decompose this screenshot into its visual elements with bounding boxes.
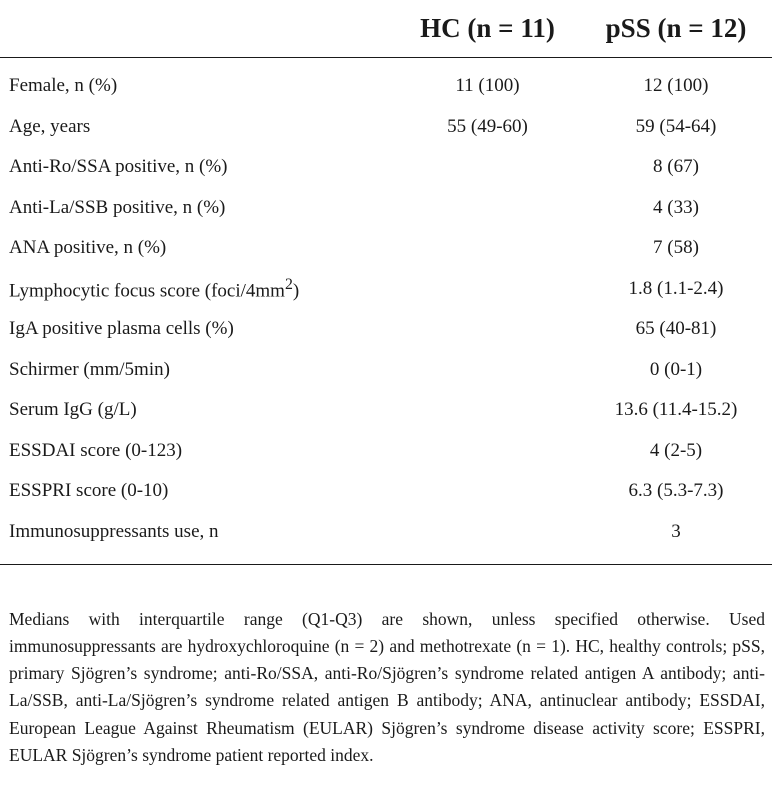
table-row	[0, 107, 772, 148]
row-hc-value: 11 (100)	[455, 75, 520, 97]
row-hc-value	[395, 269, 580, 310]
row-hc-value	[395, 147, 580, 188]
row-label: Immunosuppressants use, n	[0, 512, 395, 565]
table-row	[0, 147, 772, 188]
row-label: IgA positive plasma cells (%)	[9, 318, 234, 340]
row-hc-value	[395, 512, 580, 565]
row-pss-value: 7 (58)	[653, 237, 699, 259]
row-label-text: Lymphocytic focus score (foci/4mm	[9, 279, 285, 301]
row-label-suffix: )	[292, 279, 300, 301]
row-pss-value: 0 (0-1)	[649, 358, 703, 380]
table-row	[0, 431, 772, 472]
table-row	[0, 512, 772, 565]
row-hc-value	[395, 431, 580, 472]
row-label: ANA positive, n (%)	[9, 237, 167, 259]
header-row	[0, 0, 772, 58]
row-pss-value: 65 (40-81)	[635, 318, 717, 340]
row-pss-value: 13.6 (11.4-15.2)	[614, 399, 738, 421]
row-pss-value: 1.8 (1.1-2.4)	[628, 277, 724, 299]
table-row	[0, 350, 772, 391]
row-pss-value: 8 (67)	[653, 156, 699, 178]
row-hc-value	[395, 188, 580, 229]
table-row	[0, 390, 772, 431]
row-label: Anti-La/SSB positive, n (%)	[9, 196, 226, 218]
table-row	[0, 188, 772, 229]
header-label-cell	[0, 0, 395, 58]
table-row	[0, 58, 772, 107]
table-row	[0, 269, 772, 310]
row-pss-value: 4 (2-5)	[649, 439, 703, 461]
header-pss: pSS (n = 12)	[580, 0, 772, 58]
table-row	[0, 228, 772, 269]
table-header	[0, 0, 772, 58]
row-hc-value	[395, 309, 580, 350]
superscript: 2	[284, 275, 293, 293]
row-hc-value: 55 (49-60)	[447, 115, 528, 137]
row-label: Schirmer (mm/5min)	[9, 358, 170, 380]
row-label: Female, n (%)	[9, 75, 118, 97]
row-pss-value: 6.3 (5.3-7.3)	[628, 480, 724, 502]
row-label: ESSPRI score (0-10)	[9, 480, 169, 502]
row-pss-value: 12 (100)	[643, 75, 709, 97]
row-label: Age, years	[9, 115, 91, 137]
table-footnote: Medians with interquartile range (Q1-Q3) are shown, unless specified otherwise. Used immunosuppressants are hydroxychloroquine (n = 2) and methotrexate (n = 1). HC, healthy controls; pSS, primary Sjögren’s syndrome; anti-Ro/SSA, anti-Ro/Sjögren’s syndrome related antigen A antibody; anti-La/SSB, anti-La/Sjögren’s syndrome related antigen B antibody; ANA, antinuclear antibody; ESSDAI, European League Against Rheumatism (EULAR) Sjögren’s syndrome disease activity score; ESSPRI, EULAR Sjögren’s syndrome patient reported index.	[9, 608, 765, 765]
row-pss-value: 3	[580, 512, 772, 565]
row-hc-value	[395, 471, 580, 512]
table-body	[0, 58, 772, 565]
table-row	[0, 471, 772, 512]
row-hc-value	[395, 228, 580, 269]
row-label: Anti-Ro/SSA positive, n (%)	[9, 156, 228, 178]
row-hc-value	[395, 350, 580, 391]
row-label	[0, 269, 395, 310]
row-label: ESSDAI score (0-123)	[9, 439, 183, 461]
row-hc-value	[395, 390, 580, 431]
row-pss-value: 59 (54-64)	[635, 115, 717, 137]
row-pss-value: 4 (33)	[653, 196, 699, 218]
table-row	[0, 309, 772, 350]
header-hc: HC (n = 11)	[395, 0, 580, 58]
row-label: Serum IgG (g/L)	[9, 399, 137, 421]
